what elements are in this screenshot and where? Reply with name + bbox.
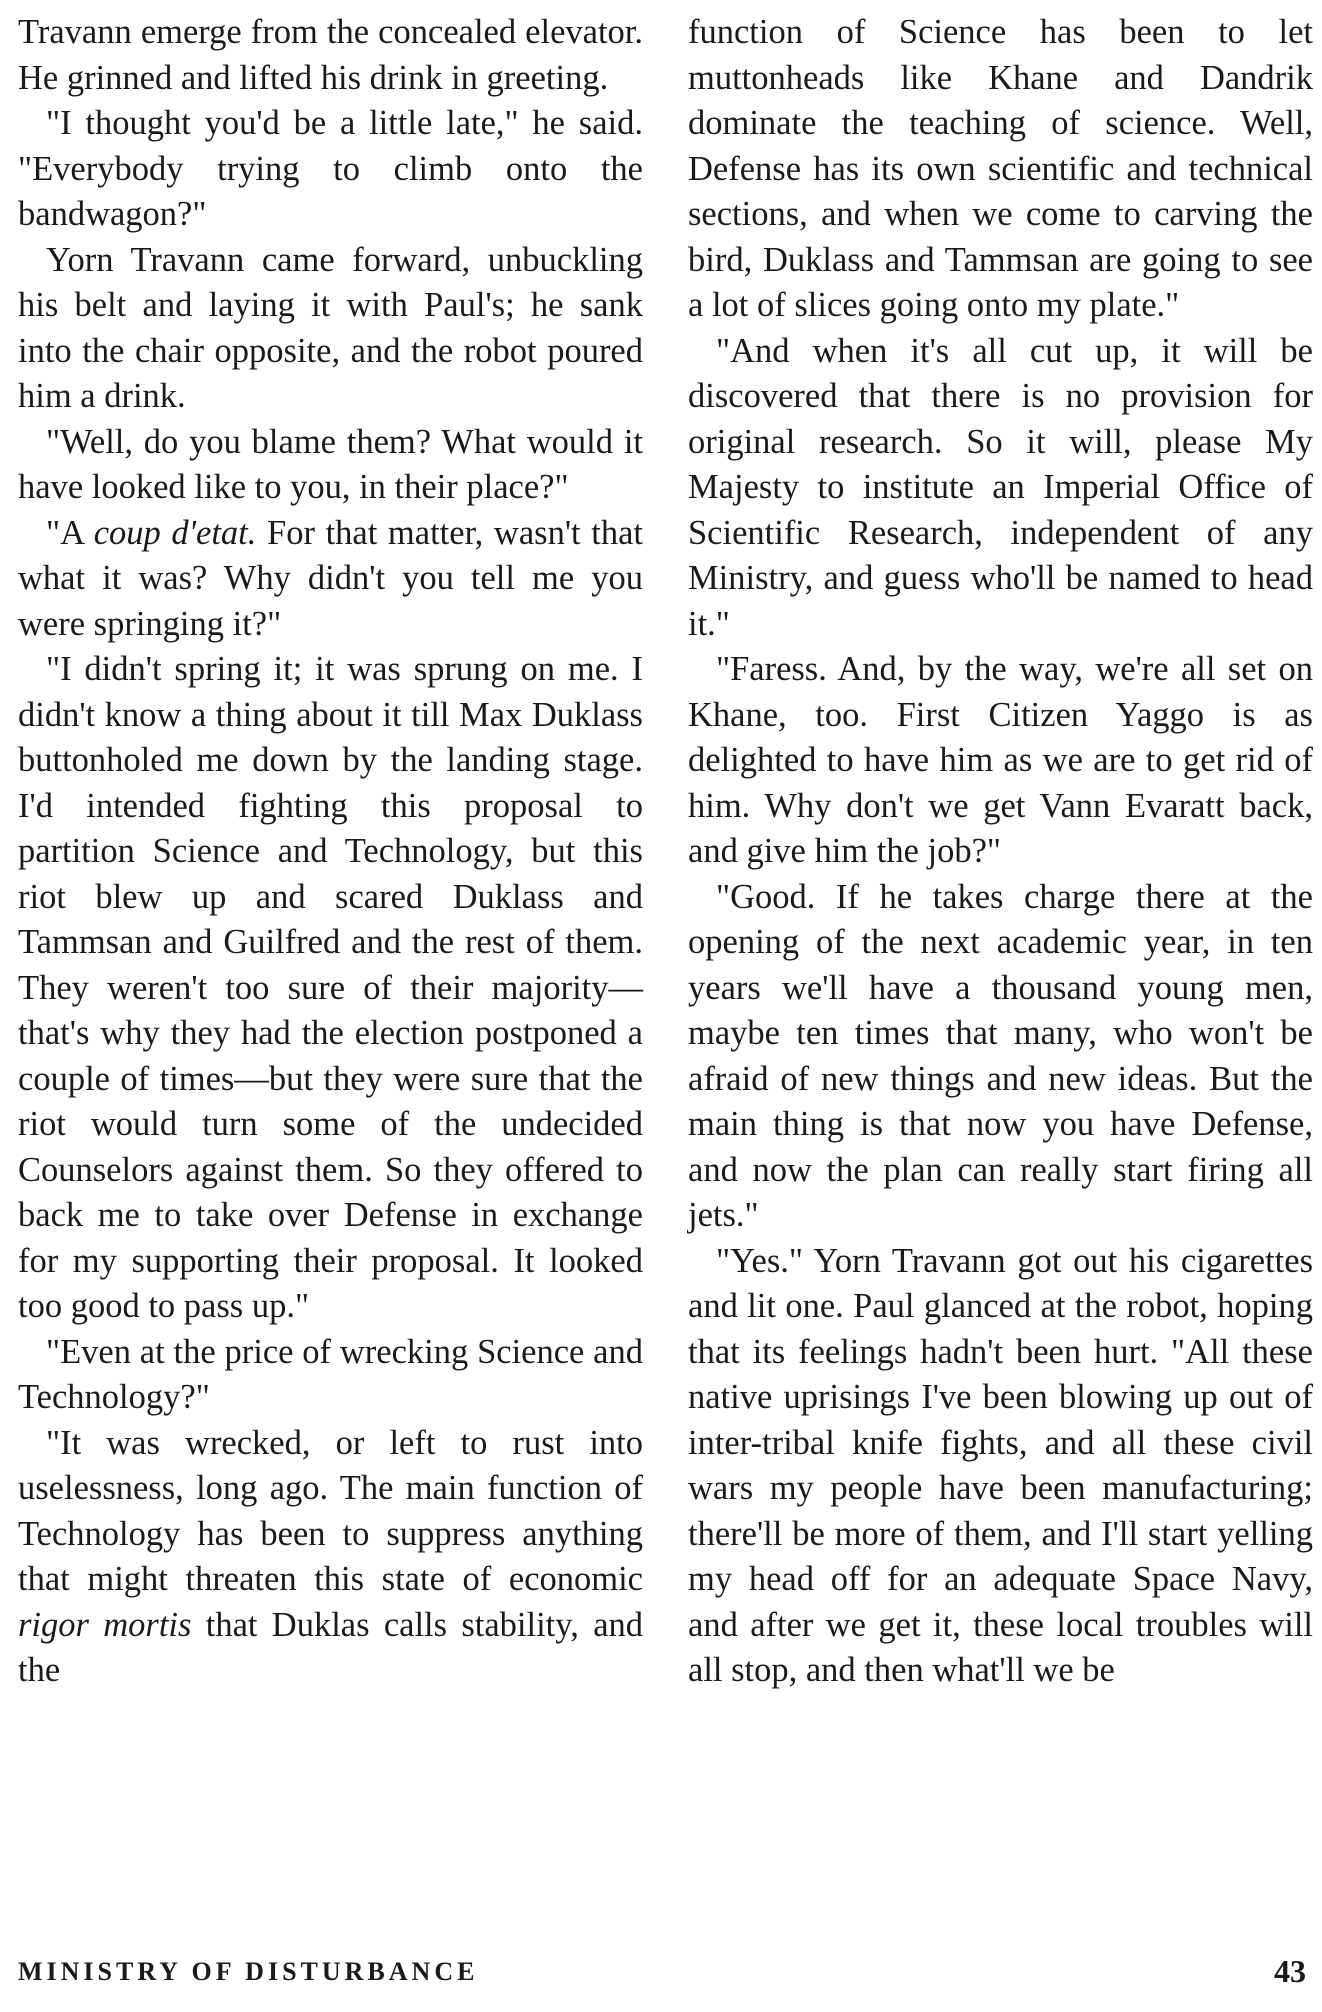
paragraph: "Well, do you blame them? What would it have looked like to you, in their place?" <box>18 422 643 506</box>
running-head: MINISTRY OF DISTURBANCE <box>18 1957 479 1986</box>
paragraph: "I thought you'd be a little late," he said. "Everybody trying to climb onto the bandwagon?" <box>18 104 643 233</box>
paragraph: Yorn Travann came forward, unbuckling his belt and laying it with Paul's; he sank into the chair opposite, and the robot poured him a drink. <box>18 240 643 415</box>
right-text-column <box>688 10 1313 1694</box>
paragraph-continued: function of Science has been to let muttonheads like Khane and Dandrik dominate the teaching of science. Well, Defense has its own scientific and technical sections, and when we come to carving the bird, Duklass and Tammsan are going to see a lot of slices going onto my plate." <box>688 13 1313 324</box>
paragraph: "Faress. And, by the way, we're all set on Khane, too. First Citizen Yaggo is as delighted to have him as we are to get rid of him. Why don't we get Vann Evaratt back, and give him the job?" <box>688 650 1313 870</box>
paragraph: "And when it's all cut up, it will be discovered that there is no provision for original research. So it will, please My Majesty to institute an Imperial Office of Scientific Research, independent of any Ministry, and guess who'll be named to head it." <box>688 331 1313 643</box>
italic-text: coup d'etat. <box>93 513 257 552</box>
paragraph: "Even at the price of wrecking Science and Technology?" <box>18 1332 643 1416</box>
text-run: "A <box>46 513 94 552</box>
paragraph: "Good. If he takes charge there at the opening of the next academic year, in ten years we'll have a thousand young men, maybe ten times that many, who won't be afraid of new things and new ideas. But the main thing is that now you have Defense, and now the plan can really start firing all jets." <box>688 877 1313 1234</box>
text-run: that Duklas calls stability, and the <box>18 1605 644 1689</box>
paragraph <box>18 511 643 648</box>
text-run: "It was wrecked, or left to rust into uselessness, long ago. The main function of Technology has been to suppress anything that might threaten this state of economic <box>18 1423 643 1598</box>
paragraph: "Yes." Yorn Travann got out his cigarettes and lit one. Paul glanced at the robot, hoping that its feelings hadn't been hurt. "All these native uprisings I've been blowing up out of inter-tribal knife fights, and all these civil wars my people have been manufacturing; there'll be more of them, and I'll start yelling my head off for an adequate Space Navy, and after we get it, these local troubles will all stop, and then what'll we be <box>688 1241 1313 1689</box>
left-text-column <box>18 10 643 1694</box>
italic-text: rigor mortis <box>18 1605 192 1644</box>
page-number: 43 <box>1274 1953 1306 1989</box>
page-footer <box>18 1953 1306 1997</box>
paragraph-continued: Travann emerge from the concealed elevator. He grinned and lifted his drink in greeting. <box>18 13 643 97</box>
paragraph <box>18 1421 643 1694</box>
paragraph: "I didn't spring it; it was sprung on me. I didn't know a thing about it till Max Duklass buttonholed me down by the landing stage. I'd intended fighting this proposal to partition Science and Technology, but this riot blew up and scared Duklass and Tammsan and Guilfred and the rest of them. They weren't too sure of their majority—that's why they had the election postponed a couple of times—but they were sure that the riot would turn some of the undecided Counselors against them. So they offered to back me to take over Defense in exchange for my supporting their proposal. It looked too good to pass up." <box>18 650 643 1325</box>
text-run: For that matter, wasn't that what it was? Why didn't you tell me you were springing it?" <box>18 513 643 643</box>
